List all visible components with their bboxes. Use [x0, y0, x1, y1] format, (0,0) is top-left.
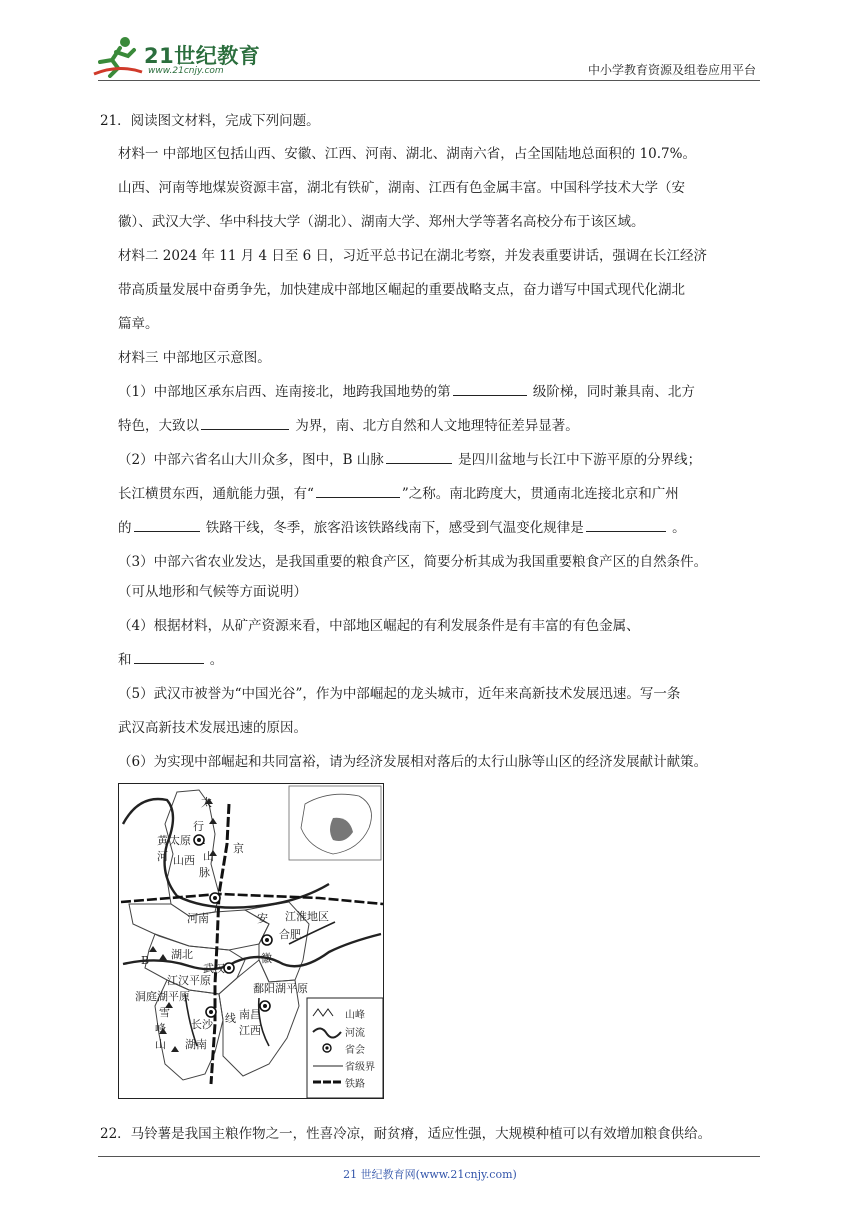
answer-blank[interactable] [134, 530, 200, 532]
q22-text: 22．马铃薯是我国主粮作物之一，性喜冷凉，耐贫瘠，适应性强，大规模种植可以有效增加粮食供给。 [100, 1126, 712, 1142]
map-label: 雪 [159, 1006, 170, 1019]
legend-label: 省级界 [345, 1062, 375, 1073]
material-line: 材料三 中部地区示意图。 [118, 350, 271, 366]
answer-blank[interactable] [586, 530, 666, 532]
sub2-text: （2）中部六省名山大川众多，图中，B 山脉 [118, 452, 384, 468]
map-label: 洞庭湖平原 [135, 990, 190, 1003]
map-label: 长沙 [191, 1018, 213, 1031]
map-label: 太原 [169, 834, 191, 847]
map-label: 线 [225, 1012, 236, 1025]
sub2-text: 铁路干线，冬季，旅客沿该铁路线南下，感受到气温变化规律是 [205, 520, 584, 536]
sub-question-2-cont [118, 516, 686, 536]
map-label: 河 [157, 850, 168, 863]
material-line: 材料二 2024 年 11 月 4 日至 6 日，习近平总书记在湖北考察，并发表重要讲话，强调在长江经济 [118, 248, 708, 264]
map-label: 行 [193, 820, 204, 833]
sub4-text: 和 [118, 652, 132, 668]
map-label: 湖北 [171, 948, 193, 961]
map-label: 河南 [187, 912, 209, 925]
logo-text: 21世纪教育 [144, 44, 261, 68]
map-label: 山 [203, 850, 214, 863]
map-label: 江淮地区 [285, 910, 329, 923]
map-label: 安 [257, 912, 268, 925]
map-label: 山西 [173, 854, 195, 867]
legend-label: 河流 [345, 1028, 365, 1039]
material-line: 山西、河南等地煤炭资源丰富，湖北有铁矿，湖南、江西有色金属丰富。中国科学技术大学（安 [118, 180, 685, 196]
map-label: 脉 [199, 866, 210, 879]
answer-blank[interactable] [134, 662, 204, 664]
map-label: B [141, 954, 150, 967]
legend-label: 山峰 [345, 1010, 365, 1021]
map-label: 峰 [155, 1022, 166, 1035]
sub2-text: 是四川盆地与长江中下游平原的分界线； [458, 452, 702, 468]
map-label: 黄 [157, 834, 168, 847]
map-label: 湖南 [185, 1038, 207, 1051]
page-header [0, 0, 860, 90]
material-line: 带高质量发展中奋勇争先，加快建成中部地区崛起的重要战略支点，奋力谱写中国式现代化湖北 [118, 282, 685, 298]
map-label: 南昌 [239, 1008, 261, 1021]
sub2-text: 的 [118, 520, 132, 536]
sub-question-5-cont: 武汉高新技术发展迅速的原因。 [118, 720, 307, 736]
map-label: 山 [155, 1038, 166, 1051]
q21-title: 21．阅读图文材料，完成下列问题。 [100, 113, 320, 129]
runner-logo-icon [92, 34, 144, 78]
sub1-text: 为界，南、北方自然和人文地理特征差异显著。 [295, 418, 579, 434]
legend-label: 省会 [345, 1045, 365, 1056]
footer-divider [98, 1156, 760, 1157]
map-label: 江西 [239, 1024, 261, 1037]
map-label: 合肥 [279, 928, 301, 941]
sub1-text: （1）中部地区承东启西、连南接北，地跨我国地势的第 [118, 384, 451, 400]
map-label: 江汉平原 [167, 974, 211, 987]
sub2-text: ”之称。南北跨度大，贯通南北连接北京和广州 [401, 486, 679, 502]
legend-label: 铁路 [345, 1079, 365, 1090]
map-label: 徽 [261, 952, 272, 965]
sub-question-2-cont [118, 482, 679, 502]
sub-question-4: （4）根据材料，从矿产资源来看，中部地区崛起的有利发展条件是有丰富的有色金属、 [118, 618, 640, 634]
sub4-text: 。 [209, 652, 224, 668]
material-line: 徽）、武汉大学、华中科技大学（湖北）、湖南大学、郑州大学等著名高校分布于该区域。 [118, 214, 645, 230]
material-line: 材料一 中部地区包括山西、安徽、江西、河南、湖北、湖南六省，占全国陆地总面积的 10.7%。 [118, 146, 696, 162]
answer-blank[interactable] [386, 462, 452, 464]
sub-question-2 [118, 448, 701, 468]
header-divider [98, 80, 760, 81]
platform-name: 中小学教育资源及组卷应用平台 [587, 63, 756, 77]
answer-blank[interactable] [201, 428, 289, 430]
sub-question-1-cont [118, 414, 579, 434]
sub-question-6: （6）为实现中部崛起和共同富裕，请为经济发展相对落后的太行山脉等山区的经济发展献计献策。 [118, 754, 708, 770]
answer-blank[interactable] [316, 496, 400, 498]
sub-question-5: （5）武汉市被誉为“中国光谷”，作为中部崛起的龙头城市，近年来高新技术发展迅速。写一条 [118, 686, 681, 702]
map-label: 鄱阳湖平原 [253, 982, 308, 995]
sub1-text: 特色，大致以 [118, 418, 199, 434]
sub1-text: 级阶梯，同时兼具南、北方 [532, 384, 695, 400]
sub-question-3: （3）中部六省农业发达，是我国重要的粮食产区，简要分析其成为我国重要粮食产区的自然条件。 [118, 554, 708, 570]
map-label: 武汉 [203, 962, 225, 975]
logo-url: www.21cnjy.com [148, 66, 224, 76]
sub-question-4-cont [118, 648, 223, 668]
map-label: 京 [233, 842, 244, 855]
sub-question-3-note: （可从地形和气候等方面说明） [118, 584, 307, 600]
answer-blank[interactable] [453, 394, 527, 396]
sub2-text: 。 [672, 520, 686, 536]
footer-text: 21 世纪教育网(www.21cnjy.com) [343, 1168, 517, 1181]
site-logo [92, 34, 262, 80]
map-label: 太 [201, 796, 212, 809]
central-china-map [118, 783, 384, 1099]
sub2-text: 长江横贯东西，通航能力强，有“ [118, 486, 314, 502]
sub-question-1 [118, 380, 695, 400]
material-line: 篇章。 [118, 316, 159, 332]
